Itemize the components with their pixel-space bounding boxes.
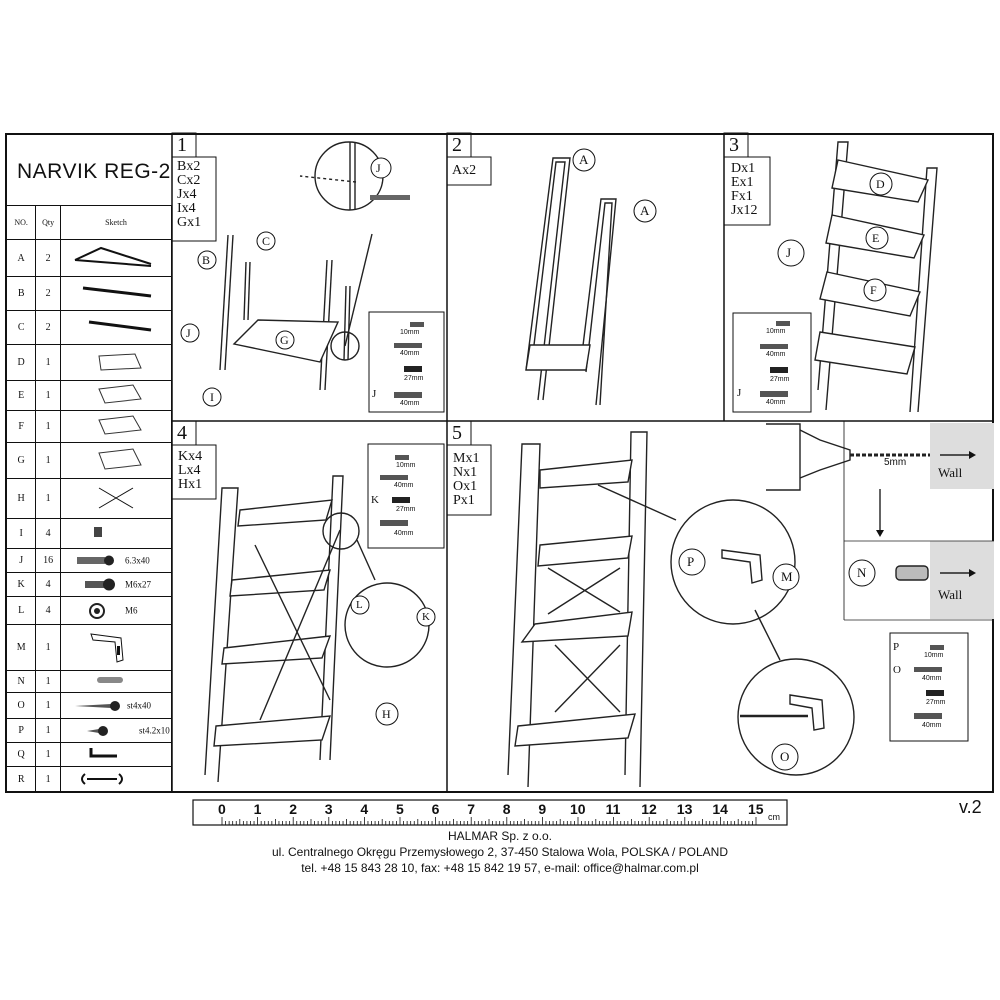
parts-list-item: Kx4 [178, 449, 203, 464]
part-qty: 4 [36, 519, 61, 549]
part-note: 6.3x40 [125, 554, 150, 565]
part-no: M [7, 625, 36, 671]
callout-d: D [876, 177, 885, 191]
part-qty: 1 [36, 671, 61, 693]
callout-o: O [780, 749, 790, 764]
part-qty: 1 [36, 693, 61, 719]
screw-length-label: 40mm [400, 350, 420, 357]
parts-list-item: Dx1 [731, 161, 756, 176]
callout-b: B [202, 253, 211, 267]
part-qty: 1 [36, 411, 61, 443]
part-note: M6x27 [125, 578, 152, 589]
ruler-number: 11 [605, 801, 621, 817]
ruler-number: 15 [748, 801, 764, 817]
version-label: v.2 [959, 797, 982, 817]
part-qty: 1 [36, 345, 61, 381]
ruler-number: 2 [289, 801, 297, 817]
ruler-number: 9 [538, 801, 547, 817]
footer-address: ul. Centralnego Okręgu Przemysłowego 2, 37-450 Stalowa Wola, POLSKA / POLAND [271, 845, 728, 859]
ruler-number: 3 [324, 801, 333, 817]
part-qty: 1 [36, 443, 61, 479]
callout-c: C [262, 234, 271, 248]
part-note: st4.2x10 [139, 724, 170, 735]
parts-list-item: Ox1 [453, 479, 478, 494]
parts-list-item: Nx1 [453, 465, 478, 480]
callout-f: F [870, 283, 877, 297]
part-no: H [7, 479, 36, 519]
screw-length-label: 10mm [766, 328, 786, 335]
part-no: J [7, 549, 36, 573]
product-title: NARVIK REG-2 [17, 160, 171, 183]
parts-list-item: Bx2 [177, 159, 201, 174]
parts-list-item: Px1 [453, 493, 475, 508]
parts-list-item: Lx4 [178, 463, 201, 478]
part-qty: 1 [36, 381, 61, 411]
part-qty: 2 [36, 277, 61, 311]
step-1-number: 1 [177, 134, 187, 156]
ruler-number: 6 [431, 801, 440, 817]
part-qty: 1 [36, 719, 61, 743]
callout-j-3: J [786, 245, 792, 260]
step-1-parts [177, 160, 201, 230]
ruler-number: 0 [218, 801, 226, 817]
ruler-number: 12 [641, 801, 657, 817]
screw-length-label: 40mm [922, 675, 942, 682]
callout-a-2: A [640, 203, 650, 218]
parts-list-item: Jx12 [731, 203, 758, 218]
part-no: N [7, 671, 36, 693]
part-no: R [7, 767, 36, 792]
wall-label: Wall [938, 465, 963, 480]
parts-list-item: Ex1 [731, 175, 754, 190]
ruler-number: 8 [502, 801, 511, 817]
part-no: Q [7, 743, 36, 767]
screw-length-label: 40mm [400, 400, 420, 407]
part-note: st4x40 [127, 699, 152, 710]
parts-list-item: Mx1 [453, 451, 480, 466]
footer-company: HALMAR Sp. z o.o. [447, 829, 553, 843]
parts-list-item: Hx1 [178, 477, 203, 492]
screw-pointer-label: P [893, 641, 900, 653]
wall-label-2: Wall [938, 587, 963, 602]
screw-length-label: 10mm [924, 652, 944, 659]
part-qty: 4 [36, 597, 61, 625]
screw-length-label: 40mm [394, 482, 414, 489]
part-no: L [7, 597, 36, 625]
part-no: A [7, 240, 36, 277]
part-qty: 4 [36, 573, 61, 597]
callout-e: E [872, 231, 880, 245]
part-no: O [7, 693, 36, 719]
ruler-number: 10 [570, 801, 586, 817]
callout-k: K [422, 611, 430, 623]
part-no: B [7, 277, 36, 311]
step-3-parts [731, 162, 757, 218]
callout-i: I [210, 390, 214, 404]
part-qty: 2 [36, 240, 61, 277]
footer-contact: tel. +48 15 843 28 10, fax: +48 15 842 19 57, e-mail: office@halmar.com.pl [301, 861, 699, 875]
step-4-number: 4 [177, 422, 187, 444]
ruler-number: 7 [467, 801, 475, 817]
ruler-number: 13 [676, 801, 693, 817]
screw-pointer-label: O [893, 664, 901, 676]
screw-length-label: 40mm [766, 351, 786, 358]
screw-length-label: 27mm [926, 699, 946, 706]
screw-pointer-label: J [372, 388, 377, 400]
parts-list-item: Gx1 [177, 215, 202, 230]
screw-length-label: 40mm [766, 399, 786, 406]
ruler-number: 5 [396, 801, 404, 817]
part-no: K [7, 573, 36, 597]
part-qty: 1 [36, 743, 61, 767]
step-4-parts [178, 450, 202, 492]
part-qty: 1 [36, 625, 61, 671]
ruler-number: 1 [253, 801, 262, 817]
step-3-number: 3 [729, 134, 739, 156]
part-no: P [7, 719, 36, 743]
part-qty: 1 [36, 479, 61, 519]
part-note: M6 [125, 604, 138, 615]
header-qty: Qty [36, 206, 61, 240]
part-no: D [7, 345, 36, 381]
header-sketch: Sketch [61, 206, 172, 240]
screw-length-label: 27mm [770, 376, 790, 383]
callout-j: J [186, 326, 191, 340]
part-no: I [7, 519, 36, 549]
callout-g: G [280, 333, 289, 347]
screw-pointer-label: J [737, 387, 742, 399]
callout-j-detail: J [376, 161, 381, 175]
callout-n: N [857, 565, 867, 580]
part-no: G [7, 443, 36, 479]
callout-l: L [356, 599, 363, 611]
part-qty: 1 [36, 767, 61, 792]
callout-a: A [579, 152, 589, 167]
parts-list-item: Fx1 [731, 189, 753, 204]
callout-m: M [781, 569, 793, 584]
parts-list-item: Ix4 [177, 201, 196, 216]
screw-length-label: 40mm [922, 722, 942, 729]
step-2-number: 2 [452, 134, 462, 156]
step-5-parts [453, 452, 479, 508]
screw-pointer-label: K [371, 494, 379, 506]
drill-size-label: 5mm [884, 457, 907, 468]
part-no: C [7, 311, 36, 345]
screw-length-label: 27mm [396, 506, 416, 513]
part-no: E [7, 381, 36, 411]
part-qty: 2 [36, 311, 61, 345]
ruler-unit: cm [768, 812, 780, 822]
part-no: F [7, 411, 36, 443]
ruler-number: 14 [712, 801, 728, 817]
ruler-number: 4 [360, 801, 369, 817]
screw-length-label: 27mm [404, 375, 424, 382]
screw-length-label: 10mm [396, 462, 416, 469]
part-qty: 16 [36, 549, 61, 573]
parts-list-item: Ax2 [452, 163, 477, 178]
screw-length-label: 10mm [400, 329, 420, 336]
parts-list-item: Jx4 [177, 187, 197, 202]
screw-length-label: 40mm [394, 530, 414, 537]
step-5-number: 5 [452, 422, 462, 444]
step-2-parts [452, 164, 476, 178]
parts-list-item: Cx2 [177, 173, 201, 188]
callout-h: H [382, 707, 391, 721]
callout-p: P [687, 554, 695, 569]
header-no: NO. [7, 206, 36, 240]
